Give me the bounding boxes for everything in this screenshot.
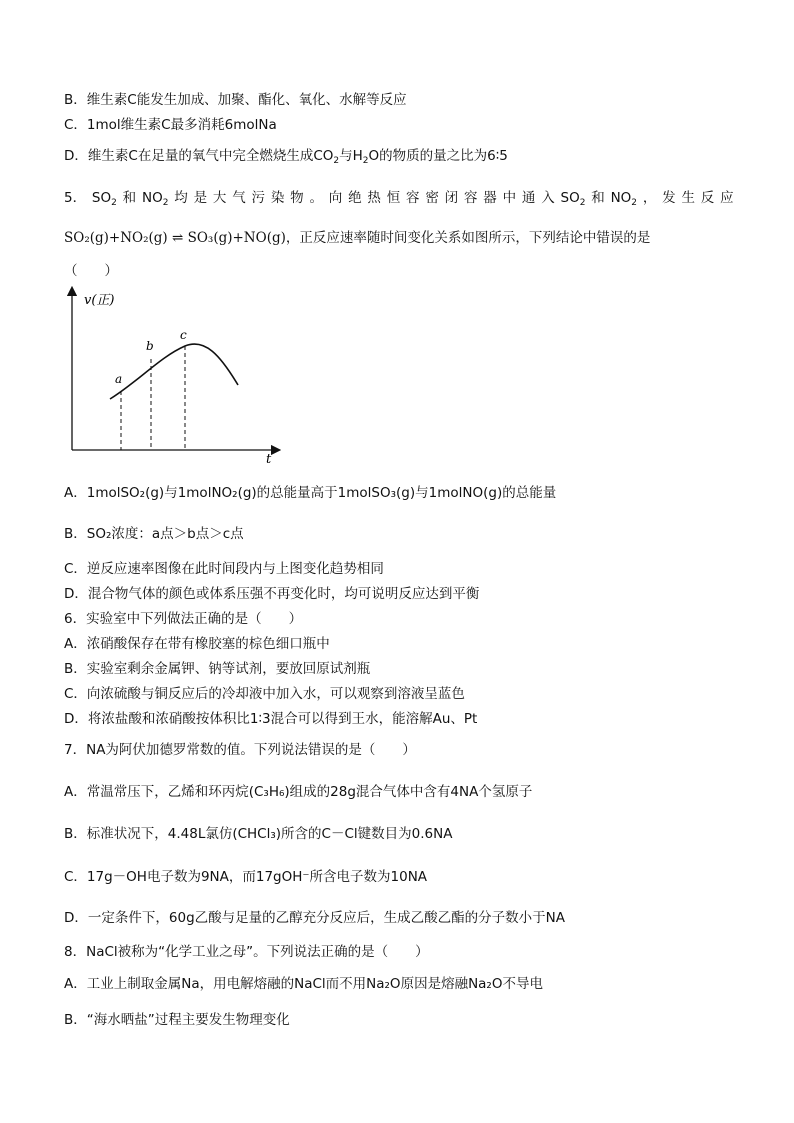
q8-option-a: A．工业上制取金属Na，用电解熔融的NaCl而不用Na₂O原因是熔融Na₂O不导电 bbox=[64, 976, 543, 992]
x-axis-label: t bbox=[266, 452, 272, 465]
rate-curve bbox=[110, 344, 238, 399]
q6-option-a: A．浓硝酸保存在带有橡胶塞的棕色细口瓶中 bbox=[64, 636, 330, 652]
q5-answer-blank: （ ） bbox=[64, 263, 118, 279]
q7-option-c: C．17g－OH电子数为9NA，而17gOH⁻所含电子数为10NA bbox=[64, 869, 428, 885]
q6-option-b: B．实验室剩余金属钾、钠等试剂，要放回原试剂瓶 bbox=[64, 661, 371, 677]
q5-option-d: D．混合物气体的颜色或体系压强不再变化时，均可说明反应达到平衡 bbox=[64, 586, 480, 602]
q7-option-a: A．常温常压下，乙烯和环丙烷(C₃H₆)组成的28g混合气体中含有4NA个氢原子 bbox=[64, 784, 533, 800]
q8-option-b: B．“海水晒盐”过程主要发生物理变化 bbox=[64, 1012, 290, 1028]
q5-option-c: C．逆反应速率图像在此时间段内与上图变化趋势相同 bbox=[64, 561, 384, 577]
prev-option-b: B．维生素C能发生加成、加聚、酯化、氧化、水解等反应 bbox=[64, 92, 407, 108]
equilibrium-arrow-icon: ⇌ bbox=[171, 230, 184, 246]
q5-option-b: B．SO₂浓度：a点＞b点＞c点 bbox=[64, 526, 244, 542]
q7-option-d: D．一定条件下，60g乙酸与足量的乙醇充分反应后，生成乙酸乙酯的分子数小于NA bbox=[64, 910, 565, 926]
q8-stem: 8．NaCl被称为“化学工业之母”。下列说法正确的是（ ） bbox=[64, 944, 429, 960]
q6-option-d: D．将浓盐酸和浓硝酸按体积比1∶3混合可以得到王水，能溶解Au、Pt bbox=[64, 711, 478, 727]
q7-stem: 7．NA为阿伏加德罗常数的值。下列说法错误的是（ ） bbox=[64, 742, 416, 758]
prev-option-d: D．维生素C在足量的氧气中完全燃烧生成$CO_2$与$H_2O$的物质的量之比为6∶5 bbox=[64, 148, 508, 166]
q6-stem: 6．实验室中下列做法正确的是（ ） bbox=[64, 611, 303, 627]
point-b-label: b bbox=[146, 339, 154, 353]
point-c-label: c bbox=[180, 328, 187, 342]
q6-option-c: C．向浓硫酸与铜反应后的冷却液中加入水，可以观察到溶液呈蓝色 bbox=[64, 686, 465, 702]
q5-option-a: A．1molSO₂(g)与1molNO₂(g)的总能量高于1molSO₃(g)与1molNO(g)的总能量 bbox=[64, 485, 557, 501]
q7-option-b: B．标准状况下，4.48L氯仿(CHCl₃)所含的C－Cl键数目为0.6NA bbox=[64, 826, 453, 842]
y-axis-label: v(正) bbox=[84, 293, 115, 308]
q5-stem: 5． $SO_2$ 和 $NO_2$ 均 是 大 气 污 染 物 。 向 绝 热 恒 容 密 闭 容 器 中 通 入 $SO_2$ 和 $NO_2$ ， 发 生 反 应 bbox=[64, 190, 734, 208]
point-a-label: a bbox=[115, 372, 123, 386]
rate-time-graph bbox=[60, 285, 290, 465]
q5-reaction: SO₂(g)+NO₂(g) ⇌ SO₃(g)+NO(g)，正反应速率随时间变化关系如图所示，下列结论中错误的是 bbox=[64, 230, 651, 246]
prev-option-c: C．1mol维生素C最多消耗6molNa bbox=[64, 117, 277, 133]
